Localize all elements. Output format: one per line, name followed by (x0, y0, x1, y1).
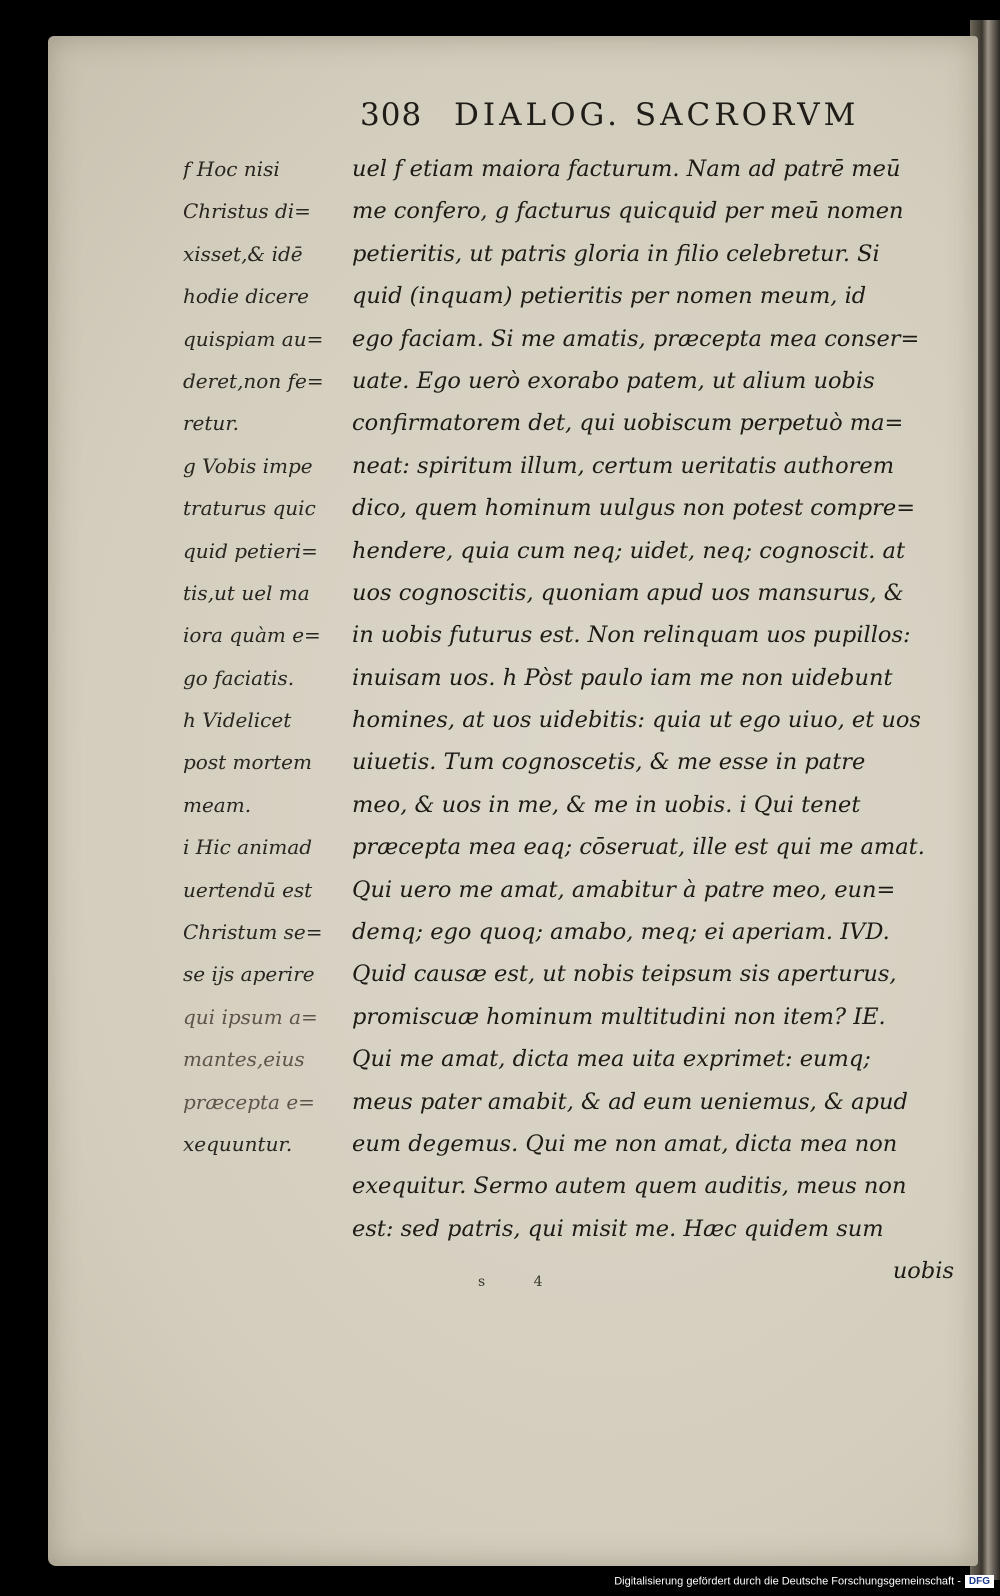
signature-mark: s 4 (478, 1274, 565, 1290)
digitization-footer (560, 1575, 994, 1593)
text-line: quid (inquam) petieritis per nomen meum, id (352, 283, 867, 310)
margin-note-line: se ijs aperire (183, 962, 315, 987)
text-line: Quid causæ est, ut nobis teipsum sis aperturus, (352, 961, 897, 988)
text-line: exequitur. Sermo autem quem auditis, meus non (352, 1173, 907, 1200)
margin-note-line: iora quàm e= (183, 623, 321, 648)
text-line: hendere, quia cum neq; uidet, neq; cognoscit. at (352, 537, 905, 564)
text-line: neat: spiritum illum, certum ueritatis authorem (352, 452, 895, 479)
catchword: uobis (892, 1258, 954, 1285)
text-line: ego faciam. Si me amatis, præcepta mea conser= (352, 325, 920, 352)
text-line: meo, & uos in me, & me in uobis. i Qui tenet (352, 791, 861, 818)
margin-note-line: post mortem (183, 750, 312, 775)
margin-note-line: f Hoc nisi (183, 157, 280, 181)
margin-note-line: xisset,& idē (183, 241, 303, 266)
margin-note-line: quispiam au= (183, 326, 324, 351)
text-line: homines, at uos uidebitis: quia ut ego uiuo, et uos (352, 707, 921, 734)
text-line: præcepta mea eaq; cōseruat, ille est qui me amat. (352, 834, 925, 861)
text-line: petieritis, ut patris gloria in filio celebretur. Si (352, 240, 880, 267)
margin-note-line: retur. (183, 411, 240, 436)
margin-note-line: uertendū est (183, 877, 313, 902)
margin-note-line: tis,ut uel ma (183, 580, 310, 605)
text-line: est: sed patris, qui misit me. Hæc quidem sum (352, 1215, 884, 1242)
text-line: uos cognoscitis, quoniam apud uos mansurus, & (352, 579, 904, 606)
margin-note-line: i Hic animad (183, 835, 313, 860)
text-line: me confero, g facturus quicquid per meū nomen (352, 198, 904, 225)
margin-note-line: deret,non fe= (183, 368, 324, 393)
margin-notes-column (183, 148, 358, 1165)
text-line: uate. Ego uerò exorabo patem, ut alium uobis (352, 367, 875, 394)
margin-note-line: g Vobis impe (183, 453, 313, 478)
text-line: demq; ego quoq; amabo, meq; ei aperiam. IVD. (352, 919, 890, 946)
margin-note-line: meam. (183, 792, 252, 817)
main-text-column (352, 148, 954, 1293)
footer-text: Digitalisierung gefördert durch die Deutsche Forschungsgemeinschaft - (614, 1575, 961, 1588)
text-line: dico, quem hominum uulgus non potest compre= (352, 495, 916, 522)
text-line: Qui uero me amat, amabitur à patre meo, eun= (352, 876, 896, 903)
margin-note-line: h Videlicet (183, 708, 292, 733)
running-title: DIALOG. SACRORVM (454, 97, 860, 133)
margin-note-line: traturus quic (183, 496, 316, 521)
margin-note-line: qui ipsum a= (183, 1004, 318, 1029)
text-line: eum degemus. Qui me non amat, dicta mea non (352, 1130, 898, 1157)
page-number: 308 (360, 97, 423, 133)
margin-note-line: quid petieri= (183, 538, 318, 563)
text-line: in uobis futurus est. Non relinquam uos pupillos: (352, 622, 911, 649)
margin-note-line: præcepta e= (183, 1089, 315, 1114)
margin-note-line: mantes,eius (183, 1047, 305, 1072)
running-header (360, 97, 920, 147)
text-line: inuisam uos. h Pòst paulo iam me non uidebunt (352, 664, 893, 691)
margin-note-line: go faciatis. (183, 665, 295, 690)
text-line: meus pater amabit, & ad eum ueniemus, & apud (352, 1088, 908, 1115)
margin-note-line: xequuntur. (183, 1131, 293, 1156)
margin-note-line: hodie dicere (183, 284, 309, 309)
text-line: uiuetis. Tum cognoscetis, & me esse in patre (352, 749, 866, 776)
text-line: confirmatorem det, qui uobiscum perpetuò ma= (352, 410, 904, 437)
dfg-logo-icon: DFG (965, 1575, 994, 1588)
text-line: uel f etiam maiora facturum. Nam ad patrē meū (352, 156, 901, 182)
text-line: promiscuæ hominum multitudini non item? IE. (352, 1003, 886, 1030)
margin-note-line: Christus di= (183, 199, 311, 224)
margin-note-line: Christum se= (183, 920, 323, 945)
text-line: Qui me amat, dicta mea uita exprimet: eumq; (352, 1046, 871, 1073)
